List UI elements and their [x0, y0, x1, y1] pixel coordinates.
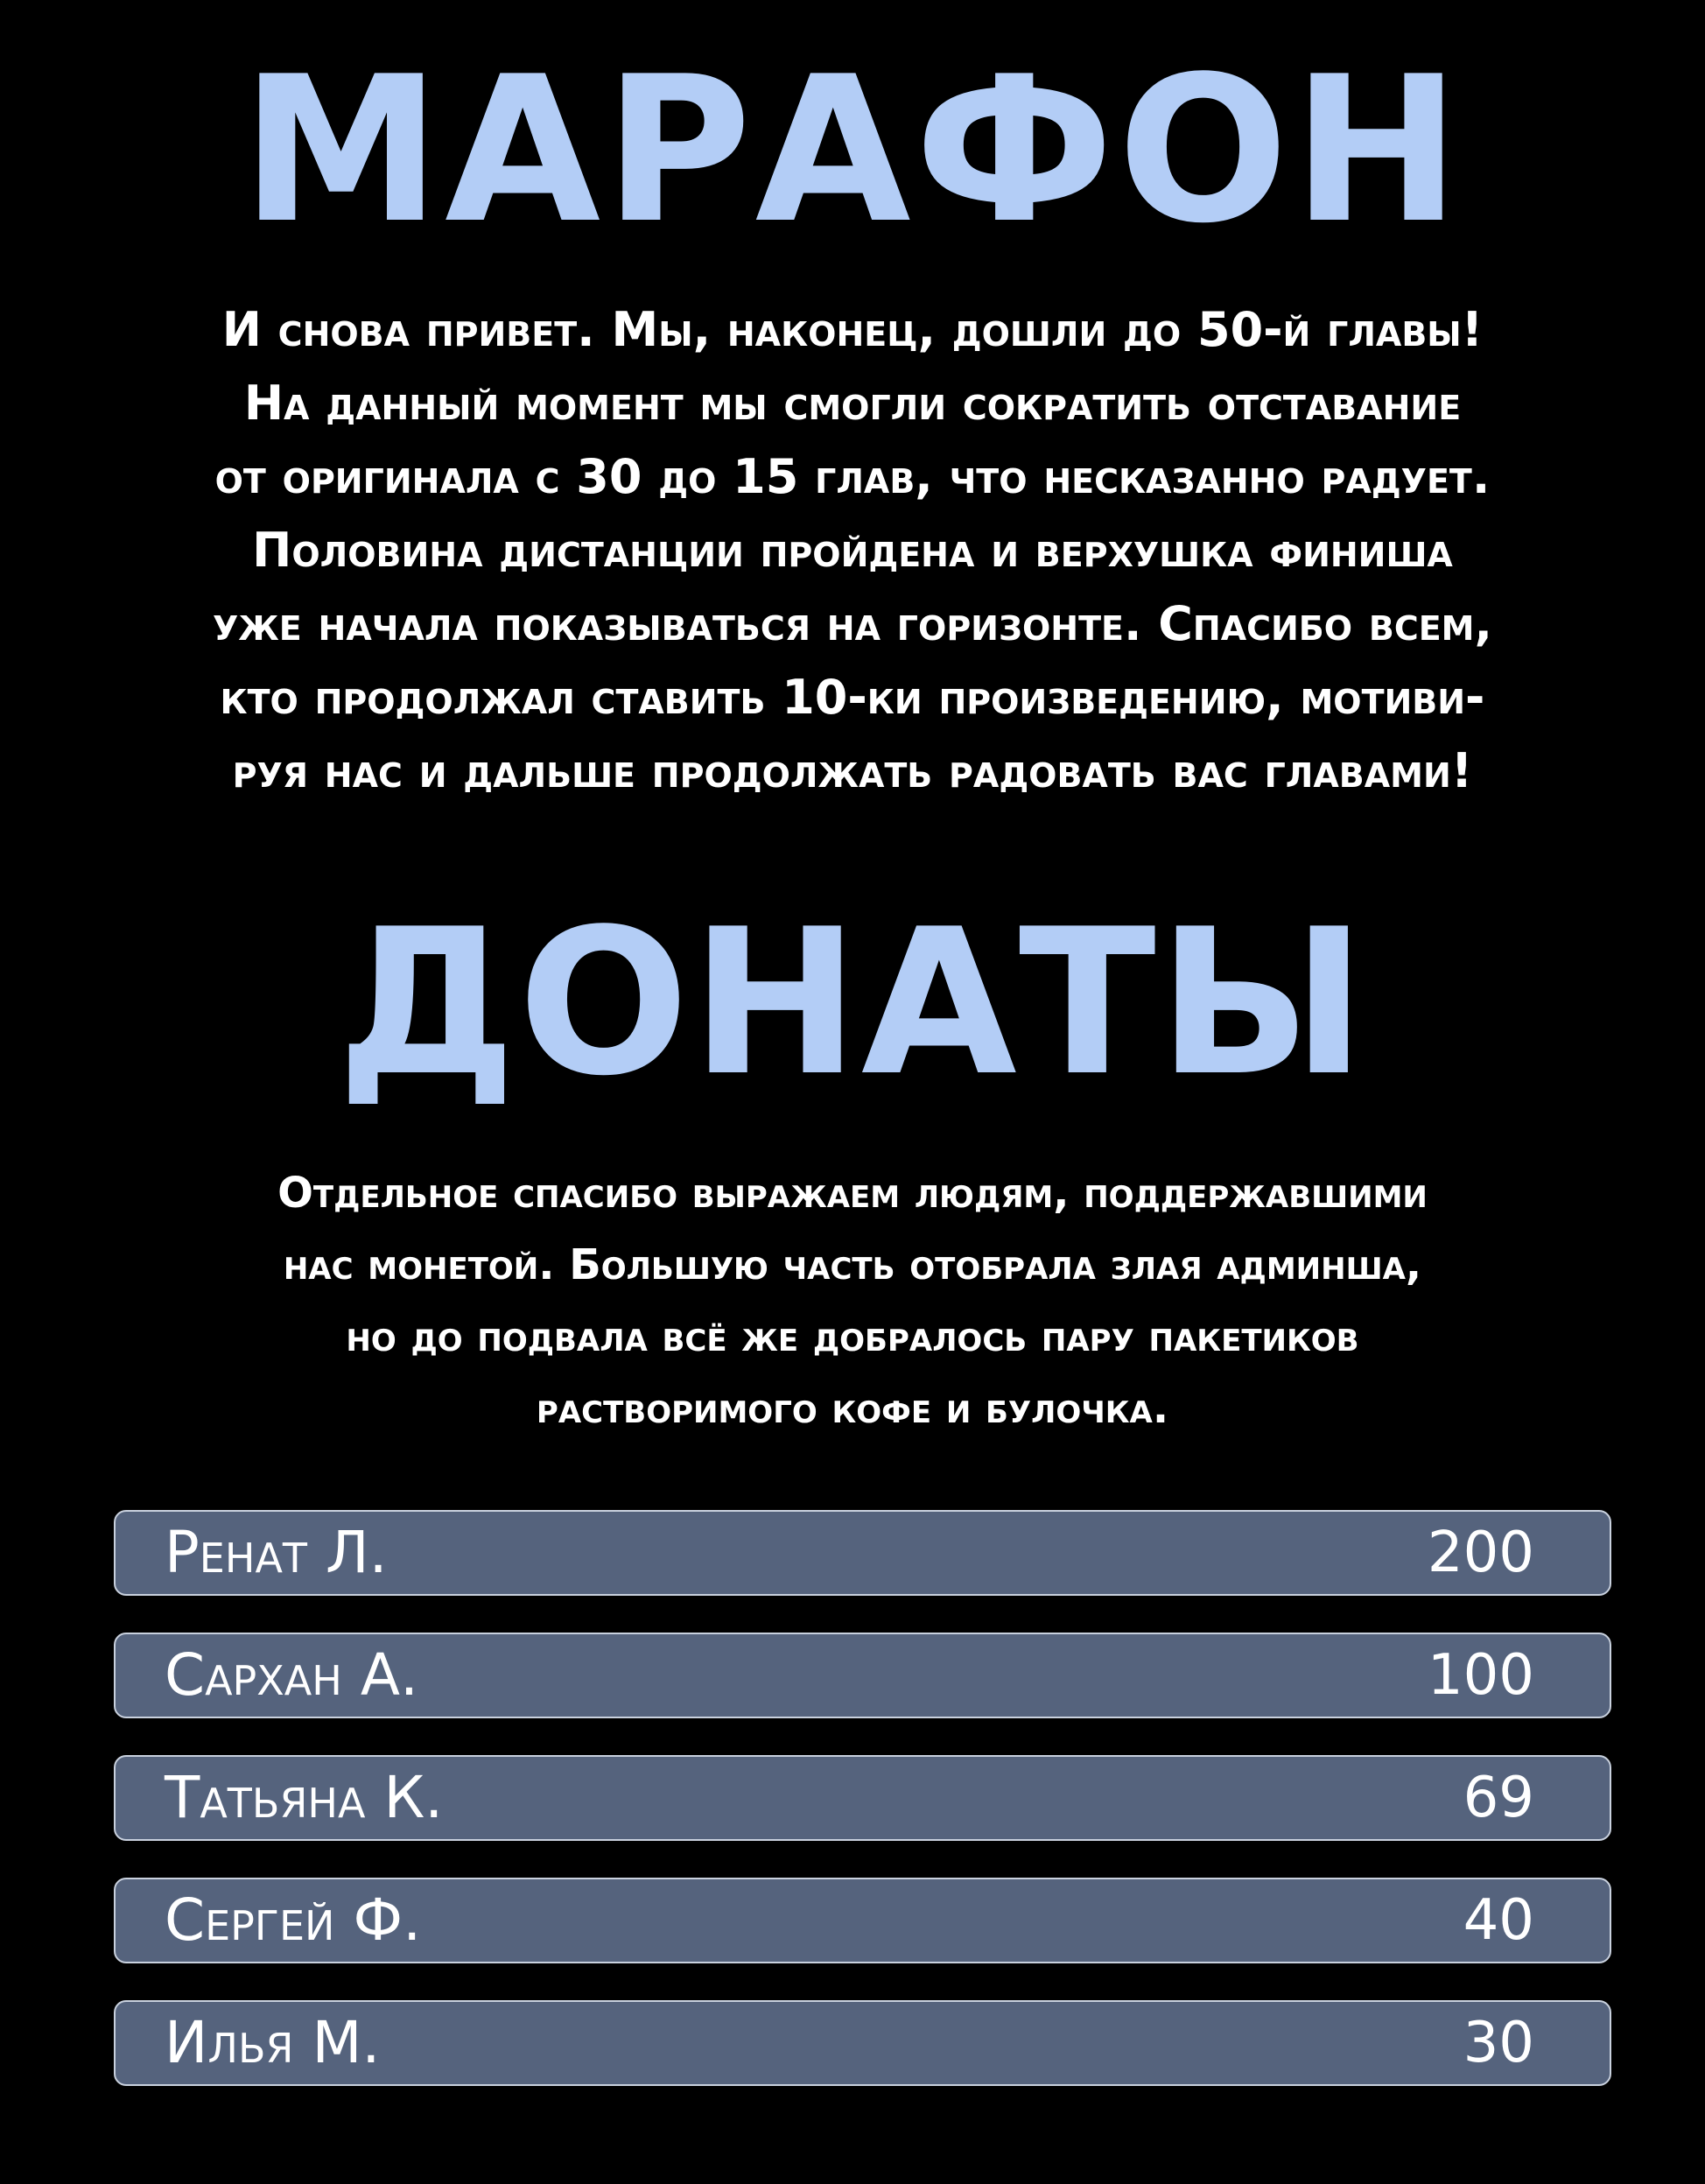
marathon-text-line: уже начала показываться на горизонте. Спасибо всем,	[212, 596, 1493, 651]
donor-list	[114, 1510, 1611, 2123]
marathon-text-line: от оригинала с 30 до 15 глав, что несказанно радует.	[214, 449, 1491, 504]
donor-amount: 40	[1463, 1888, 1534, 1953]
marathon-text	[0, 293, 1705, 808]
donations-text-line: но до подвала всё же добралось пару пакетиков	[346, 1312, 1359, 1361]
donor-row	[114, 1878, 1611, 1963]
donor-name: Ренат Л.	[165, 1519, 388, 1586]
marathon-text-line: руя нас и дальше продолжать радовать вас главами!	[232, 743, 1473, 798]
marathon-text-line: Половина дистанции пройдена и верхушка финиша	[252, 523, 1453, 578]
donor-row	[114, 1755, 1611, 1841]
marathon-text-line: На данный момент мы смогли сократить отставание	[243, 376, 1462, 431]
donor-name: Илья М.	[165, 2009, 381, 2076]
donor-row	[114, 1633, 1611, 1718]
donations-title: ДОНАТЫ	[336, 887, 1369, 1120]
marathon-text-line: кто продолжал ставить 10-ки произведению, мотиви-	[220, 670, 1485, 725]
donations-text-line: растворимого кофе и булочка.	[536, 1384, 1169, 1433]
donations-text	[0, 1157, 1705, 1444]
marathon-text-line: И снова привет. Мы, наконец, дошли до 50-й главы!	[221, 302, 1484, 357]
donor-name: Сергей Ф.	[165, 1886, 422, 1954]
donor-amount: 200	[1427, 1520, 1534, 1585]
donor-amount: 30	[1463, 2011, 1534, 2075]
donations-text-line: нас монетой. Большую часть отобрала злая админша,	[283, 1240, 1422, 1289]
donor-name: Сархан А.	[165, 1641, 418, 1709]
donor-name: Татьяна К.	[165, 1764, 444, 1831]
donor-amount: 69	[1463, 1766, 1534, 1830]
donor-row	[114, 1510, 1611, 1596]
donations-text-line: Отдельное спасибо выражаем людям, поддержавшими	[277, 1169, 1428, 1218]
donor-row	[114, 2000, 1611, 2086]
marathon-title: МАРАФОН	[241, 34, 1464, 268]
donor-amount: 100	[1427, 1643, 1534, 1708]
